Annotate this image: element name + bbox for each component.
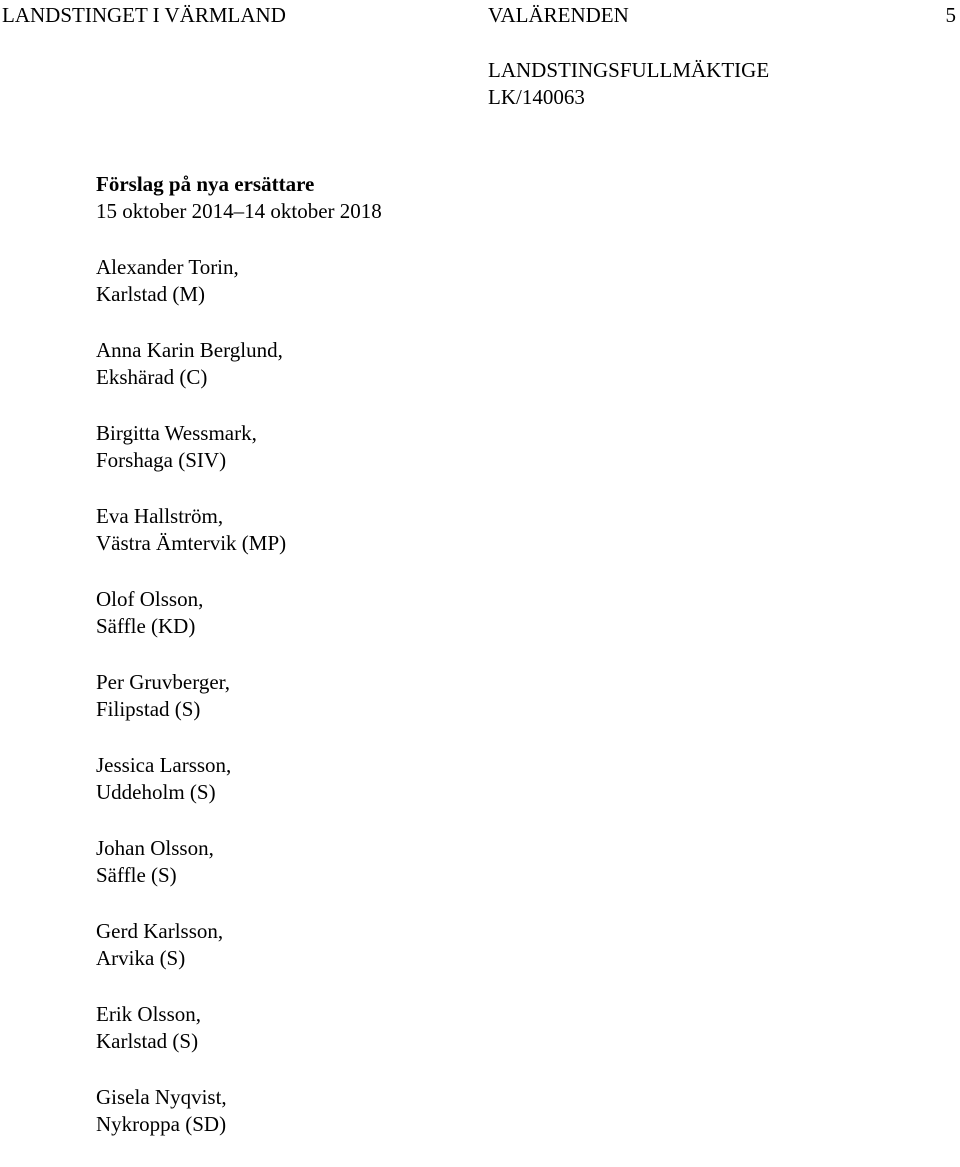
nominee-place: Nykroppa (SD) [96,1112,227,1136]
header-body: LANDSTINGSFULLMÄKTIGE [488,58,770,82]
document-title: Förslag på nya ersättare [96,172,315,196]
nominee-place: Karlstad (S) [96,1029,199,1053]
list-item [96,1084,382,1138]
header-section: VALÄRENDEN [488,3,629,27]
nominee-place: Forshaga (SIV) [96,448,227,472]
list-item [96,669,382,723]
nominee-place: Västra Ämtervik (MP) [96,531,287,555]
nominee-name: Olof Olsson, [96,587,204,611]
reference-number: LK/140063 [488,85,585,109]
list-item [96,1001,382,1055]
list-item [96,752,382,806]
list-item [96,918,382,972]
main-content [96,171,382,1167]
list-item [96,420,382,474]
header-organization: LANDSTINGET I VÄRMLAND [2,3,286,27]
nominee-name: Anna Karin Berglund, [96,338,283,362]
term-period: 15 oktober 2014–14 oktober 2018 [96,199,382,223]
nominee-place: Säffle (S) [96,863,177,887]
nominee-name: Erik Olsson, [96,1002,201,1026]
nominee-place: Ekshärad (C) [96,365,208,389]
list-item [96,503,382,557]
list-item [96,835,382,889]
nominee-name: Alexander Torin, [96,255,239,279]
list-item [96,586,382,640]
document-subheader [488,57,769,111]
nominee-name: Gisela Nyqvist, [96,1085,227,1109]
nominee-name: Gerd Karlsson, [96,919,224,943]
list-item [96,254,382,308]
nominee-name: Birgitta Wessmark, [96,421,257,445]
page-number: 5 [945,3,956,27]
nominee-name: Per Gruvberger, [96,670,231,694]
list-item [96,337,382,391]
nominee-name: Eva Hallström, [96,504,224,528]
nominee-name: Johan Olsson, [96,836,214,860]
nominee-list [96,254,382,1138]
nominee-name: Jessica Larsson, [96,753,232,777]
nominee-place: Säffle (KD) [96,614,196,638]
nominee-place: Arvika (S) [96,946,186,970]
nominee-place: Uddeholm (S) [96,780,216,804]
nominee-place: Karlstad (M) [96,282,206,306]
nominee-place: Filipstad (S) [96,697,201,721]
